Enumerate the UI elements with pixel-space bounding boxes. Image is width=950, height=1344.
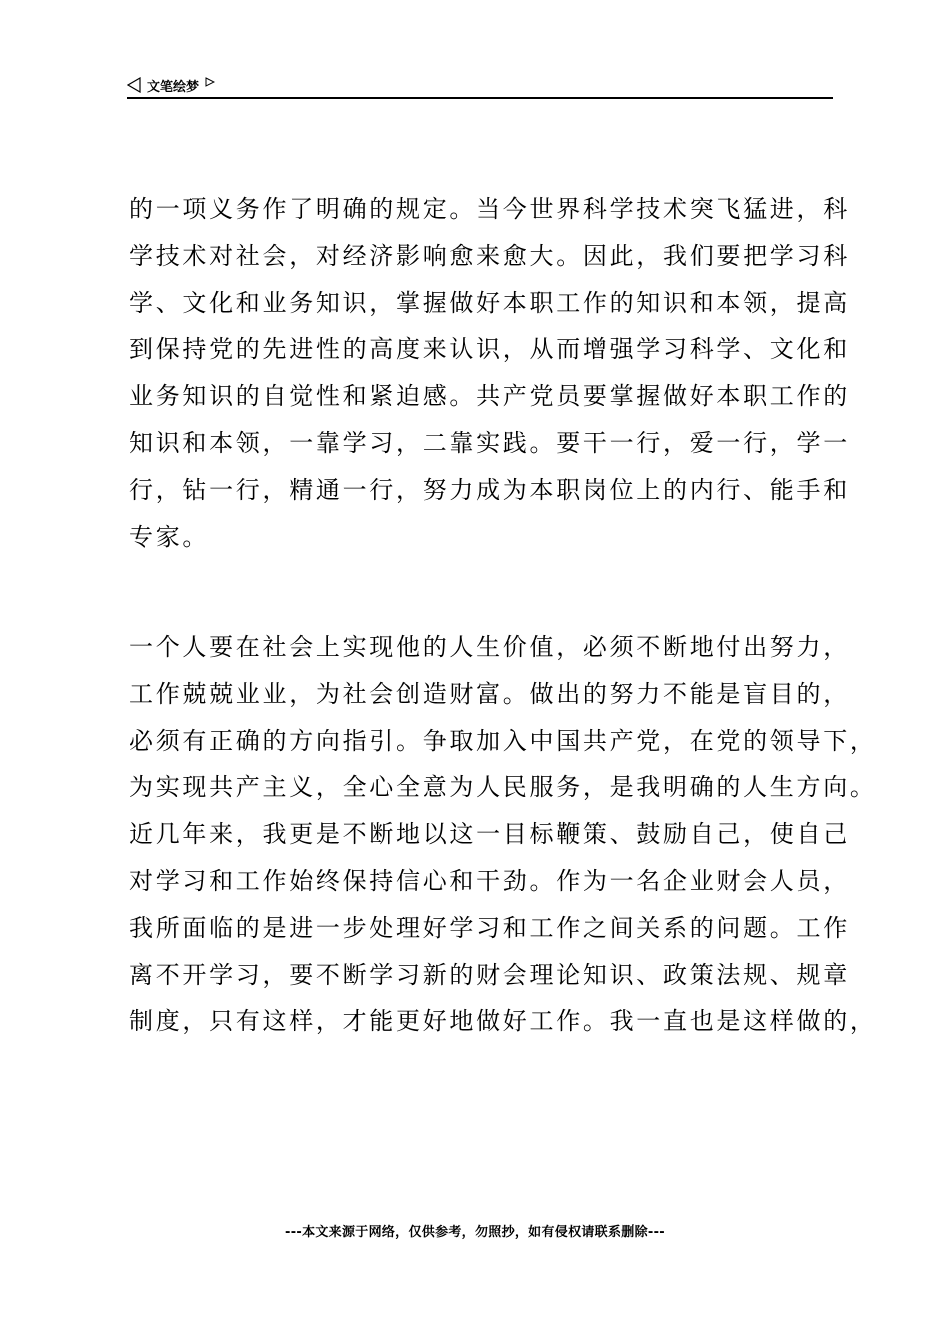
text-line: 离不开学习，要不断学习新的财会理论知识、政策法规、规章: [129, 960, 850, 989]
text-line: 近几年来，我更是不断地以这一目标鞭策、鼓励自己，使自己: [129, 820, 850, 849]
text-line: 的一项义务作了明确的规定。当今世界科学技术突飞猛进，科: [129, 195, 850, 223]
text-line: 学技术对社会，对经济影响愈来愈大。因此，我们要把学习科: [129, 241, 850, 270]
document-body: [129, 186, 877, 1045]
text-line: 知识和本领，一靠学习，二靠实践。要干一行，爱一行，学一: [129, 428, 850, 457]
text-line: 业务知识的自觉性和紧迫感。共产党员要掌握做好本职工作的: [129, 382, 850, 411]
header-title: 文笔绘梦: [147, 79, 200, 95]
text-line: 必须有正确的方向指引。争取加入中国共产党，在党的领导下，: [129, 726, 877, 755]
text-line: 一个人要在社会上实现他的人生价值，必须不断地付出努力，: [129, 633, 850, 661]
text-line: 制度，只有这样，才能更好地做好工作。我一直也是这样做的，: [129, 1007, 877, 1036]
text-line: 我所面临的是进一步处理好学习和工作之间关系的问题。工作: [129, 913, 850, 942]
text-line: 行，钻一行，精通一行，努力成为本职岗位上的内行、能手和: [129, 475, 850, 504]
text-line: 专家。: [129, 522, 210, 551]
text-line: 对学习和工作始终保持信心和干劲。作为一名企业财会人员，: [129, 866, 850, 895]
text-line: 到保持党的先进性的高度来认识，从而增强学习科学、文化和: [129, 335, 850, 364]
text-line: 工作兢兢业业，为社会创造财富。做出的努力不能是盲目的，: [129, 679, 850, 708]
header-divider: [127, 97, 833, 99]
text-line: 为实现共产主义，全心全意为人民服务，是我明确的人生方向。: [129, 773, 877, 802]
document-header: [127, 74, 215, 96]
text-line: 学、文化和业务知识，掌握做好本职工作的知识和本领，提高: [129, 288, 850, 317]
paragraph-1: [129, 186, 850, 624]
footer-disclaimer: ---本文来源于网络，仅供参考，勿照抄，如有侵权请联系删除---: [285, 1225, 665, 1240]
triangle-right-icon: [205, 77, 215, 87]
paragraph-2: [129, 624, 877, 1045]
triangle-left-icon: [127, 77, 141, 93]
